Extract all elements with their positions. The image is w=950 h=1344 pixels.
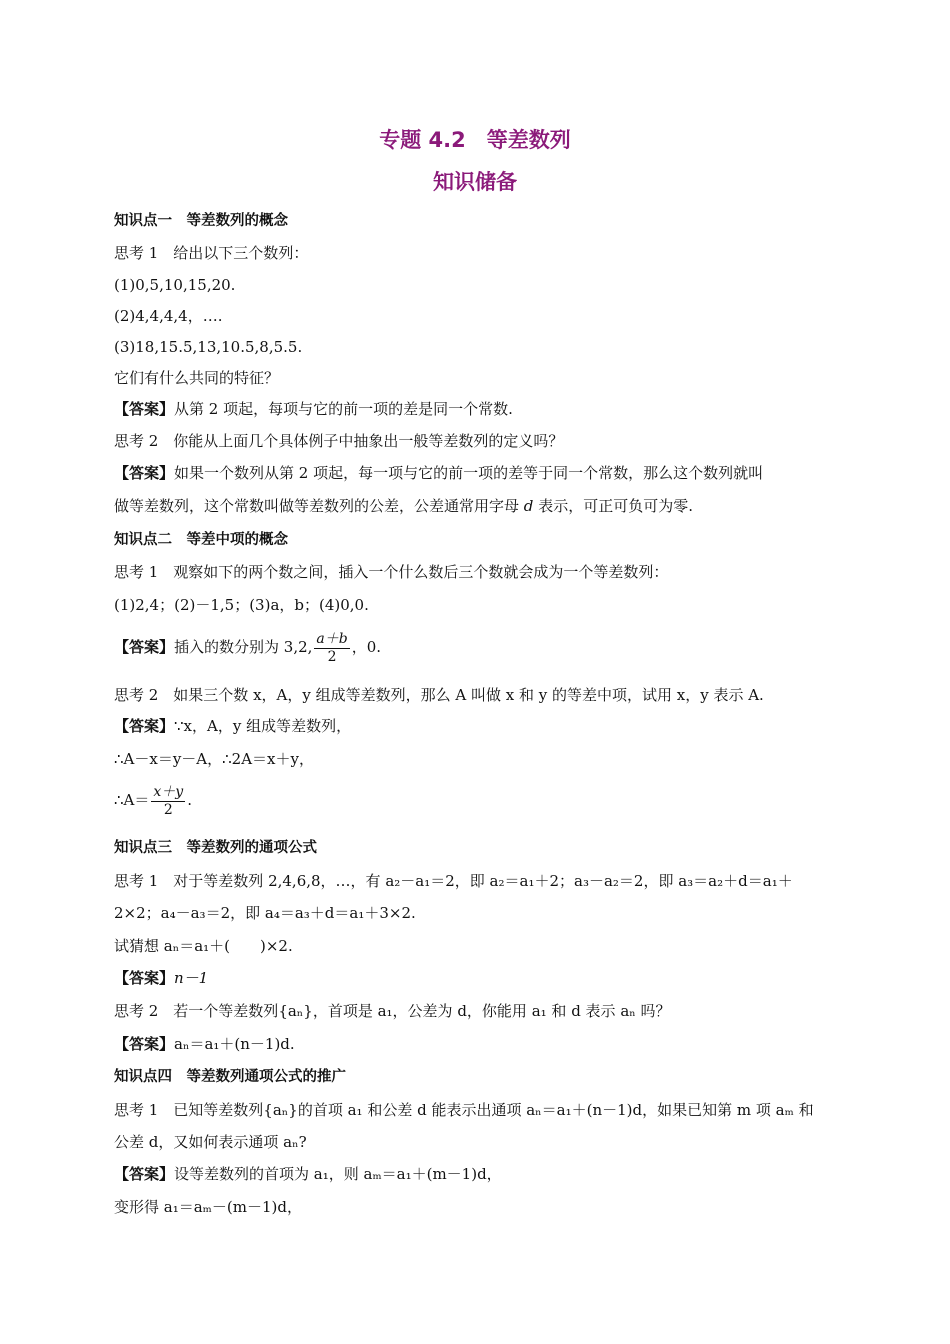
- section-heading-3: 知识点三 等差数列的通项公式: [114, 840, 317, 856]
- p4-think1-l1: 思考 1 已知等差数列{aₙ}的首项 a₁ 和公差 d 能表示出通项 aₙ＝a₁＋(n－1)d，如果已知第 m 项 aₘ 和: [114, 1101, 814, 1119]
- p3-think1-l1: 思考 1 对于等差数列 2,4,6,8，…，有 a₂－a₁＝2，即 a₂＝a₁＋2；a₃－a₂＝2，即 a₃＝a₂＋d＝a₁＋: [114, 872, 793, 890]
- answer-text: 如果一个数列从第 2 项起，每一项与它的前一项的差等于同一个常数，那么这个数列就叫: [174, 464, 764, 482]
- p1-think2: 思考 2 你能从上面几个具体例子中抽象出一般等差数列的定义吗？: [114, 432, 564, 450]
- p3-guess: 试猜想 aₙ＝a₁＋( )×2.: [114, 937, 293, 955]
- p1-seq1: (1)0,5,10,15,20.: [114, 276, 236, 294]
- p1-seq2: (2)4,4,4,4，….: [114, 307, 223, 325]
- answer-tag: 【答案】: [114, 1035, 175, 1053]
- answer-text: 表示，可正可负可为零.: [538, 497, 693, 515]
- p3-answer1: [114, 968, 844, 988]
- p2-think2: 思考 2 如果三个数 x，A，y 组成等差数列，那么 A 叫做 x 和 y 的等差中项，试用 x，y 表示 A.: [114, 686, 764, 704]
- answer-text: n－1: [174, 969, 209, 987]
- p2-pairs: (1)2,4；(2)－1,5；(3)a，b；(4)0,0.: [114, 596, 369, 614]
- answer-text: ∴A＝: [114, 791, 150, 809]
- section-heading-4: 知识点四 等差数列通项公式的推广: [114, 1069, 346, 1085]
- p1-answer1: [114, 399, 844, 419]
- fraction-numerator: a＋b: [316, 630, 348, 647]
- p1-seq3: (3)18,15.5,13,10.5,8,5.5.: [114, 338, 303, 356]
- section-heading-2: 知识点二 等差中项的概念: [114, 532, 288, 548]
- answer-tag: 【答案】: [114, 717, 175, 735]
- fraction-denominator: 2: [163, 801, 173, 818]
- p2-answer2-l2: ∴A－x＝y－A，∴2A＝x＋y，: [114, 750, 314, 768]
- p1-think1: 思考 1 给出以下三个数列：: [114, 244, 309, 262]
- p3-answer2: [114, 1034, 844, 1054]
- page-title: 专题 4.2 等差数列: [379, 128, 571, 152]
- p2-think1: 思考 1 观察如下的两个数之间，插入一个什么数后三个数就会成为一个等差数列：: [114, 563, 669, 581]
- p2-answer1: [114, 629, 844, 666]
- answer-text: ，0.: [351, 638, 382, 656]
- p1-answer2-line2: [114, 496, 844, 516]
- answer-tag: 【答案】: [114, 638, 175, 656]
- fraction-denominator: 2: [327, 648, 337, 665]
- fraction-numerator: x＋y: [153, 783, 184, 800]
- section-heading-1: 知识点一 等差数列的概念: [114, 213, 288, 229]
- answer-tag: 【答案】: [114, 464, 175, 482]
- answer-text: ∵x，A，y 组成等差数列，: [174, 717, 352, 735]
- p3-think2: 思考 2 若一个等差数列{aₙ}，首项是 a₁，公差为 d，你能用 a₁ 和 d 表示 aₙ 吗？: [114, 1002, 671, 1020]
- fraction: [314, 631, 349, 666]
- p4-answer1-l2: 变形得 a₁＝aₘ－(m－1)d，: [114, 1198, 302, 1216]
- answer-text: aₙ＝a₁＋(n－1)d.: [174, 1035, 295, 1053]
- answer-tag: 【答案】: [114, 400, 175, 418]
- math-variable: d: [523, 497, 534, 515]
- p1-answer2-line1: [114, 463, 844, 483]
- p4-answer1: [114, 1164, 844, 1184]
- answer-text: 插入的数分别为 3,2,: [174, 638, 313, 656]
- answer-tag: 【答案】: [114, 969, 175, 987]
- p3-think1-l2: 2×2；a₄－a₃＝2，即 a₄＝a₃＋d＝a₁＋3×2.: [114, 904, 416, 922]
- p2-answer2-l1: [114, 716, 844, 736]
- answer-text: .: [187, 791, 192, 809]
- answer-text: 从第 2 项起，每项与它的前一项的差是同一个常数.: [174, 400, 513, 418]
- answer-text: 设等差数列的首项为 a₁，则 aₘ＝a₁＋(m－1)d，: [174, 1165, 502, 1183]
- answer-tag: 【答案】: [114, 1165, 175, 1183]
- p4-think1-l2: 公差 d，又如何表示通项 aₙ?: [114, 1133, 307, 1151]
- p1-question: 它们有什么共同的特征？: [114, 369, 280, 387]
- page-subtitle: 知识储备: [433, 170, 517, 194]
- answer-text: 做等差数列，这个常数叫做等差数列的公差，公差通常用字母: [114, 497, 520, 515]
- p2-answer2-l3: [114, 782, 844, 819]
- fraction: [151, 784, 185, 819]
